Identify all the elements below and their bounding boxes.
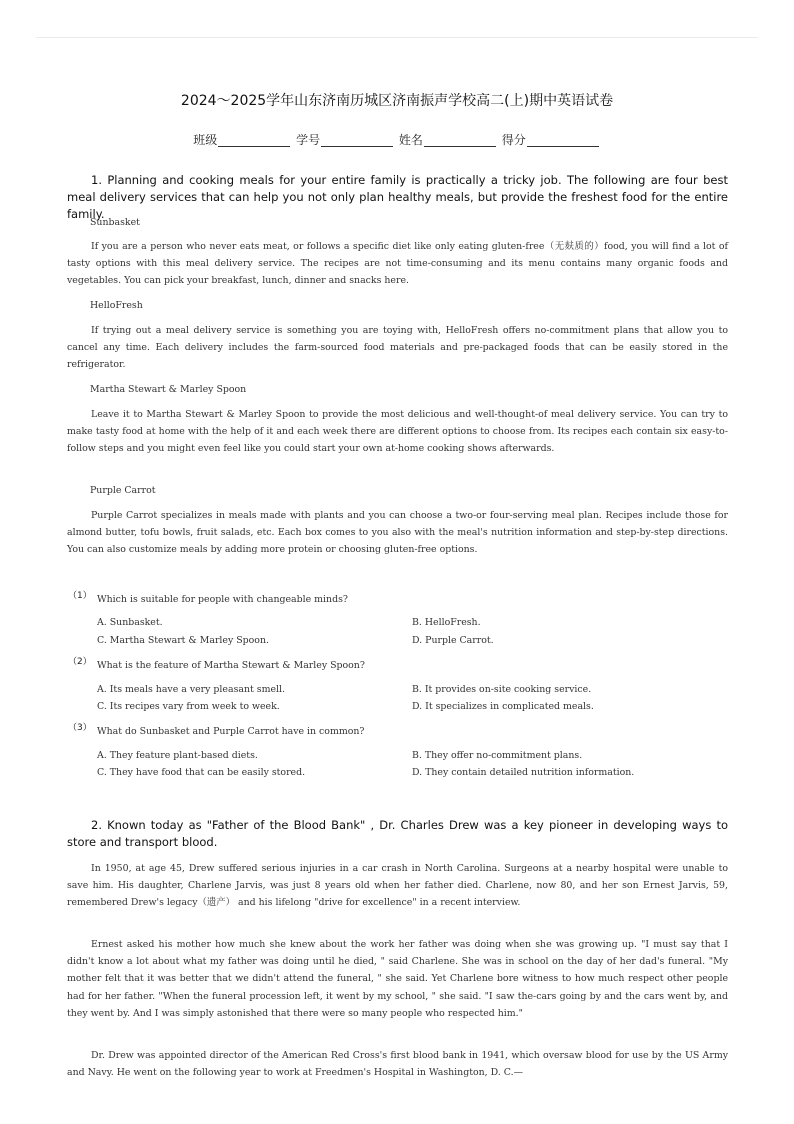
name-blank[interactable] (424, 134, 496, 147)
q1-intro: 1. Planning and cooking meals for your entire family is practically a tricky job. The following are four best meal delivery services that can help you not only plan healthy meals, but provide the freshest food for the entire family. (67, 173, 728, 221)
class-label: 班级 (193, 133, 218, 147)
question-3-option-b[interactable]: B. They offer no-commitment plans. (412, 750, 583, 761)
question-1-number: （1） (68, 591, 92, 601)
number-blank[interactable] (321, 134, 393, 147)
section-heading-martha-stewart: Martha Stewart & Marley Spoon (90, 384, 247, 395)
name-label: 姓名 (398, 133, 423, 147)
question-1-option-a[interactable]: A. Sunbasket. (97, 617, 163, 628)
question-2-option-b[interactable]: B. It provides on-site cooking service. (412, 684, 592, 695)
section-text-martha-stewart: Leave it to Martha Stewart & Marley Spoon to provide the most delicious and well-thought-of meal delivery service. You can try to make tasty food at home with the help of it and each week there are different options to choose from. Its recipes each contain six easy-to-follow steps and you might even feel like you could start your own at-home cooking shows afterwards. (67, 409, 728, 455)
question-3-option-a[interactable]: A. They feature plant-based diets. (97, 750, 258, 761)
student-info-fields (0, 131, 794, 148)
question-2-option-c[interactable]: C. Its recipes vary from week to week. (97, 701, 280, 712)
section-heading-sunbasket: Sunbasket (90, 217, 140, 228)
section-text-purple-carrot: Purple Carrot specializes in meals made with plants and you can choose a two-or four-serving meal plan. Recipes include those for almond butter, tofu bowls, fruit salads, etc. Each box comes to you also with the meal's nutrition information and step-by-step directions. You can also customize meals by adding more protein or choosing gluten-free options. (67, 510, 728, 556)
question-1-stem: Which is suitable for people with changeable minds? (97, 594, 348, 605)
question-1-option-d[interactable]: D. Purple Carrot. (412, 635, 494, 646)
section-text-sunbasket: If you are a person who never eats meat, or follows a specific diet like only eating gluten-free（无麸质的）food, you will find a lot of tasty options with this meal delivery service. The recipes are not time-consuming and its menu contains many organic foods and vegetables. You can pick your breakfast, lunch, dinner and snacks here. (67, 241, 728, 287)
number-label: 学号 (296, 133, 321, 147)
q2-paragraph-2: Ernest asked his mother how much she knew about the work her father was doing when she was growing up. "I must say that I didn't know a lot about what my father was doing until he died, " said Charlene. She was in school on the day of her dad's funeral. "My mother felt that it was better that we didn't attend the funeral, " she said. Yet Charlene bore witness to how much respect other people had for her father. "When the funeral procession left, it went by my school, " she said. "I saw the-cars going by and the cars went by, and they went by. And I was simply astonished that there were so many people who respected him." (67, 939, 728, 1019)
score-blank[interactable] (527, 134, 599, 147)
question-3-number: （3） (68, 723, 92, 733)
question-3-option-c[interactable]: C. They have food that can be easily stored. (97, 767, 306, 778)
question-1-option-b[interactable]: B. HelloFresh. (412, 617, 481, 628)
section-text-hellofresh: If trying out a meal delivery service is something you are toying with, HelloFresh offers no-commitment plans that allow you to cancel any time. Each delivery includes the farm-sourced food materials and pre-packaged foods that can be easily stored in the refrigerator. (67, 325, 728, 371)
page-title: 2024～2025学年山东济南历城区济南振声学校高二(上)期中英语试卷 (180, 93, 614, 109)
q2-paragraph-1: In 1950, at age 45, Drew suffered serious injuries in a car crash in North Carolina. Surgeons at a nearby hospital were unable to save him. His daughter, Charlene Jarvis, was just 8 years old when her father died. Charlene, now 80, and her son Ernest Jarvis, 59, remembered Drew's legacy（遗产） and his lifelong "drive for excellence" in a recent interview. (67, 863, 728, 909)
q2-paragraph-3: Dr. Drew was appointed director of the American Red Cross's first blood bank in 1941, which oversaw blood for use by the US Army and Navy. He went on the following year to work at Freedmen's Hospital in Washington, D. C.— (67, 1050, 728, 1079)
header-divider (36, 37, 758, 38)
question-3-option-d[interactable]: D. They contain detailed nutrition information. (412, 767, 635, 778)
question-2-option-d[interactable]: D. It specializes in complicated meals. (412, 701, 594, 712)
question-3-stem: What do Sunbasket and Purple Carrot have in common? (97, 726, 365, 737)
q2-intro: 2. Known today as "Father of the Blood Bank" , Dr. Charles Drew was a key pioneer in developing ways to store and transport blood. (67, 818, 728, 849)
question-1-option-c[interactable]: C. Martha Stewart & Marley Spoon. (97, 635, 269, 646)
section-heading-purple-carrot: Purple Carrot (90, 485, 156, 496)
question-2-option-a[interactable]: A. Its meals have a very pleasant smell. (97, 684, 285, 695)
class-blank[interactable] (218, 134, 290, 147)
score-label: 得分 (501, 133, 526, 147)
section-heading-hellofresh: HelloFresh (90, 300, 143, 311)
question-2-stem: What is the feature of Martha Stewart & Marley Spoon? (97, 660, 365, 671)
question-2-number: （2） (68, 657, 92, 667)
